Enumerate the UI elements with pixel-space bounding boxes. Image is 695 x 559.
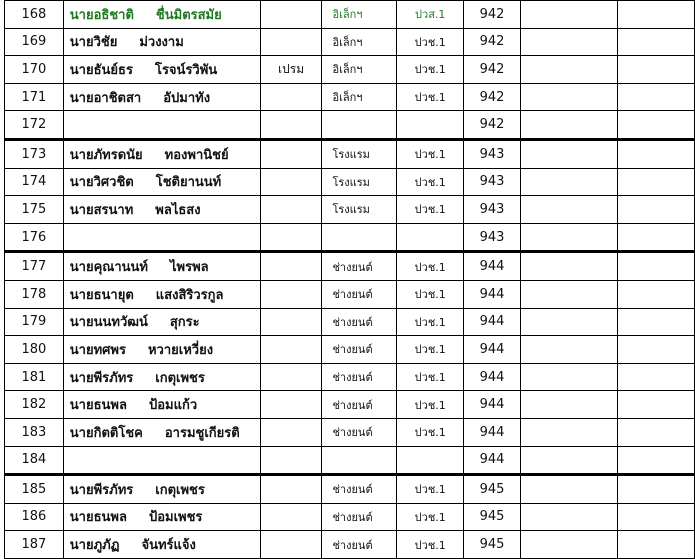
student-name-cell [63,28,260,56]
nickname-cell [260,363,322,391]
first-name: นายสรนาท [69,202,134,218]
room-cell: 945 [464,475,521,504]
level-cell: ปวช.1 [397,196,464,224]
last-name: เกตุเพชร [155,482,205,498]
row-number-cell: 182 [5,391,64,419]
last-name: แสงสิริวรกูล [155,287,224,303]
level-cell: ปวช.1 [397,475,464,504]
nickname-cell [260,139,322,168]
empty-cell [520,531,617,559]
department-cell: ช่างยนต์ [322,252,397,281]
room-cell: 943 [464,168,521,196]
first-name: นายธนพล [69,398,127,414]
empty-cell [520,1,617,29]
empty-cell [618,280,695,308]
table-row [5,336,695,364]
last-name: โชติยานนท์ [155,175,222,191]
level-cell: ปวช.1 [397,139,464,168]
row-number-cell: 177 [5,252,64,281]
table-row [5,111,695,140]
level-cell: ปวช.1 [397,83,464,111]
student-name-cell [63,308,260,336]
empty-cell [520,223,617,252]
empty-cell [520,363,617,391]
level-cell: ปวช.1 [397,336,464,364]
nickname-cell [260,1,322,29]
empty-cell [520,139,617,168]
last-name: อัปมาทัง [163,90,211,106]
empty-cell [520,446,617,475]
empty-cell [520,503,617,531]
empty-cell [618,28,695,56]
department-cell: อิเล็กฯ [322,28,397,56]
table-row [5,83,695,111]
table-row [5,168,695,196]
level-cell: ปวช.1 [397,391,464,419]
nickname-cell [260,83,322,111]
empty-cell [520,308,617,336]
empty-cell [520,168,617,196]
room-cell: 944 [464,308,521,336]
level-cell [397,111,464,140]
department-cell: อิเล็กฯ [322,56,397,84]
nickname-cell [260,223,322,252]
nickname-cell [260,280,322,308]
department-cell: ช่างยนต์ [322,391,397,419]
empty-cell [520,252,617,281]
row-number-cell: 184 [5,446,64,475]
room-cell: 942 [464,83,521,111]
table-row [5,363,695,391]
last-name: โรจน์รวิพัน [154,62,218,78]
first-name: นายคุณานนท์ [69,260,148,276]
student-name-cell [63,252,260,281]
nickname-cell [260,418,322,446]
row-number-cell: 187 [5,531,64,559]
table-row [5,446,695,475]
student-name-cell [63,336,260,364]
table-row [5,28,695,56]
empty-cell [520,475,617,504]
empty-cell [520,111,617,140]
empty-cell [618,111,695,140]
level-cell: ปวช.1 [397,280,464,308]
empty-cell [618,252,695,281]
nickname-cell [260,252,322,281]
first-name: นายอาชิตสา [69,90,142,106]
empty-cell [618,83,695,111]
table-row [5,308,695,336]
table-row [5,1,695,29]
student-name-cell [63,446,260,475]
row-number-cell: 171 [5,83,64,111]
row-number-cell: 175 [5,196,64,224]
empty-cell [618,196,695,224]
student-name-cell [63,56,260,84]
room-cell: 944 [464,252,521,281]
first-name: นายธนพล [69,510,127,526]
room-cell: 942 [464,28,521,56]
student-name-cell [63,503,260,531]
first-name: นายกิตติโชค [69,425,143,441]
student-name-cell [63,475,260,504]
department-cell: ช่างยนต์ [322,531,397,559]
first-name: นายอธิชาติ [69,7,134,23]
nickname-cell [260,308,322,336]
nickname-cell [260,446,322,475]
student-name-cell [63,531,260,559]
student-name-cell [63,111,260,140]
first-name: นายพีรภัทร [69,482,134,498]
level-cell: ปวช.1 [397,28,464,56]
level-cell: ปวช.1 [397,168,464,196]
level-cell: ปวช.1 [397,418,464,446]
empty-cell [618,1,695,29]
room-cell: 942 [464,1,521,29]
level-cell: ปวช.1 [397,56,464,84]
level-cell [397,223,464,252]
level-cell: ปวช.1 [397,308,464,336]
department-cell: โรงแรม [322,168,397,196]
empty-cell [618,531,695,559]
department-cell [322,223,397,252]
table-row [5,223,695,252]
department-cell: ช่างยนต์ [322,336,397,364]
empty-cell [618,418,695,446]
department-cell: ช่างยนต์ [322,503,397,531]
last-name: สุกระ [169,315,200,331]
empty-cell [520,336,617,364]
first-name: นายภูภัฏ [69,538,120,554]
student-name-cell [63,1,260,29]
department-cell: อิเล็กฯ [322,83,397,111]
table-row [5,252,695,281]
row-number-cell: 168 [5,1,64,29]
room-cell: 942 [464,56,521,84]
nickname-cell: เปรม [260,56,322,84]
department-cell: ช่างยนต์ [322,280,397,308]
empty-cell [618,363,695,391]
room-cell: 944 [464,391,521,419]
row-number-cell: 169 [5,28,64,56]
empty-cell [618,391,695,419]
empty-cell [520,196,617,224]
room-cell: 944 [464,446,521,475]
last-name: ไพรพล [170,260,209,276]
department-cell: อิเล็กฯ [322,1,397,29]
student-name-cell [63,83,260,111]
empty-cell [618,446,695,475]
student-name-cell [63,168,260,196]
level-cell: ปวส.1 [397,1,464,29]
nickname-cell [260,28,322,56]
level-cell [397,446,464,475]
row-number-cell: 185 [5,475,64,504]
student-name-cell [63,196,260,224]
student-roster-table [4,0,695,559]
nickname-cell [260,391,322,419]
nickname-cell [260,531,322,559]
student-name-cell [63,280,260,308]
nickname-cell [260,475,322,504]
last-name: ชื่นมิตรสมัย [155,7,222,23]
first-name: นายธันย์ธร [69,62,133,78]
department-cell [322,446,397,475]
first-name: นายภัทรดนัย [69,147,143,163]
last-name: เกตุเพชร [155,370,205,386]
room-cell: 944 [464,280,521,308]
empty-cell [618,475,695,504]
last-name: ทองพานิชย์ [164,147,229,163]
department-cell: ช่างยนต์ [322,308,397,336]
room-cell: 944 [464,336,521,364]
last-name: ม่วงงาม [139,35,184,51]
table-row [5,531,695,559]
room-cell: 943 [464,139,521,168]
empty-cell [520,28,617,56]
row-number-cell: 174 [5,168,64,196]
table-row [5,475,695,504]
room-cell: 943 [464,223,521,252]
nickname-cell [260,111,322,140]
first-name: นายวิชัย [69,35,118,51]
level-cell: ปวช.1 [397,363,464,391]
table-row [5,280,695,308]
last-name: พลไธสง [155,202,201,218]
empty-cell [520,280,617,308]
level-cell: ปวช.1 [397,503,464,531]
table-body [5,1,695,559]
department-cell: โรงแรม [322,196,397,224]
table-row [5,196,695,224]
room-cell: 943 [464,196,521,224]
empty-cell [618,336,695,364]
empty-cell [618,503,695,531]
table-row [5,139,695,168]
first-name: นายวิศวชิต [69,175,134,191]
department-cell [322,111,397,140]
row-number-cell: 176 [5,223,64,252]
table-row [5,418,695,446]
row-number-cell: 173 [5,139,64,168]
row-number-cell: 178 [5,280,64,308]
student-name-cell [63,391,260,419]
last-name: ป้อมแก้ว [148,398,198,414]
first-name: นายทศพร [69,342,126,358]
row-number-cell: 170 [5,56,64,84]
nickname-cell [260,196,322,224]
table-row [5,56,695,84]
empty-cell [520,391,617,419]
table-row [5,391,695,419]
row-number-cell: 181 [5,363,64,391]
empty-cell [520,56,617,84]
student-name-cell [63,139,260,168]
level-cell: ปวช.1 [397,531,464,559]
empty-cell [520,83,617,111]
last-name: จันทร์แจ้ง [141,538,196,554]
empty-cell [618,139,695,168]
room-cell: 944 [464,363,521,391]
department-cell: ช่างยนต์ [322,475,397,504]
row-number-cell: 183 [5,418,64,446]
row-number-cell: 172 [5,111,64,140]
room-cell: 945 [464,503,521,531]
level-cell: ปวช.1 [397,252,464,281]
empty-cell [618,56,695,84]
last-name: อารมชูเกียรติ [164,425,240,441]
last-name: ป้อมเพชร [148,510,203,526]
empty-cell [618,308,695,336]
first-name: นายธนายุต [69,287,134,303]
row-number-cell: 179 [5,308,64,336]
first-name: นายพีรภัทร [69,370,134,386]
department-cell: โรงแรม [322,139,397,168]
room-cell: 945 [464,531,521,559]
row-number-cell: 180 [5,336,64,364]
nickname-cell [260,503,322,531]
student-name-cell [63,223,260,252]
empty-cell [618,223,695,252]
nickname-cell [260,168,322,196]
first-name: นายนนทวัฒน์ [69,315,148,331]
row-number-cell: 186 [5,503,64,531]
empty-cell [618,168,695,196]
department-cell: ช่างยนต์ [322,363,397,391]
department-cell: ช่างยนต์ [322,418,397,446]
table-row [5,503,695,531]
nickname-cell [260,336,322,364]
empty-cell [520,418,617,446]
room-cell: 944 [464,418,521,446]
room-cell: 942 [464,111,521,140]
student-name-cell [63,418,260,446]
student-name-cell [63,363,260,391]
last-name: หวายเหวี่ยง [147,342,214,358]
